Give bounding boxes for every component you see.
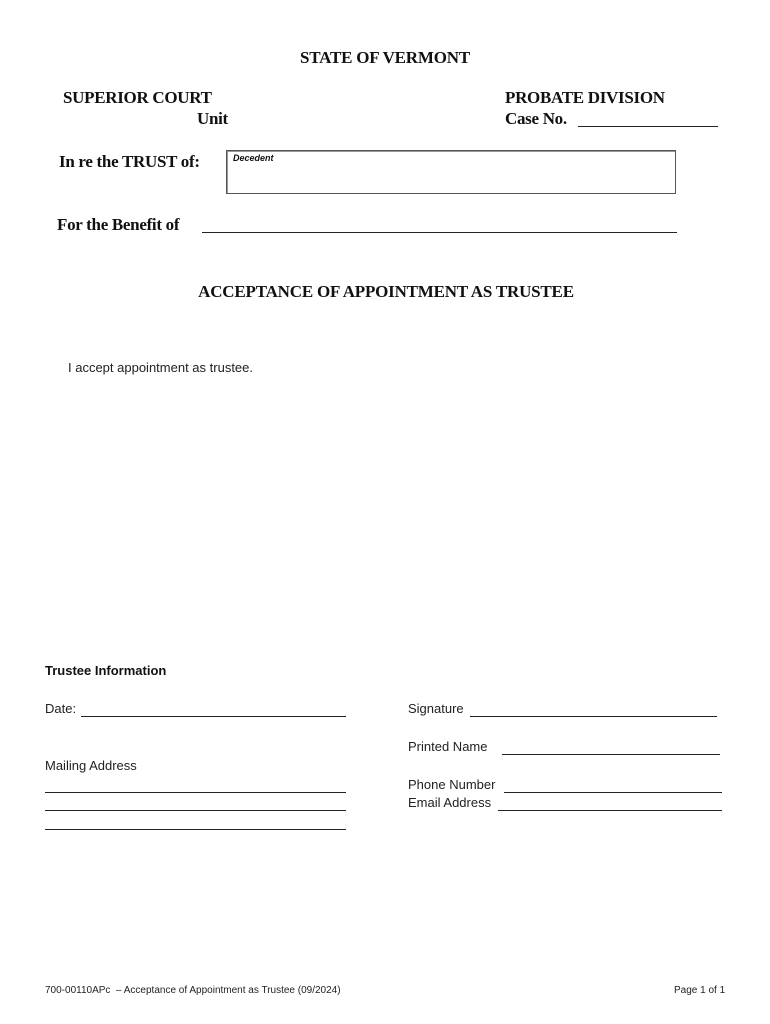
signature-field[interactable]: [470, 716, 717, 717]
benefit-field[interactable]: [202, 232, 677, 233]
document-title: ACCEPTANCE OF APPOINTMENT AS TRUSTEE: [198, 282, 574, 301]
mailing-address-label: Mailing Address: [45, 758, 137, 773]
trustee-info-heading: Trustee Information: [45, 663, 167, 678]
unit-label: Unit: [197, 109, 228, 128]
date-label: Date:: [45, 701, 77, 716]
mailing-address-line-1[interactable]: [45, 792, 346, 793]
phone-field[interactable]: [504, 792, 722, 793]
benefit-label: For the Benefit of: [57, 215, 180, 234]
signature-label: Signature: [408, 701, 464, 716]
in-re-label: In re the TRUST of:: [59, 152, 200, 171]
court-label: SUPERIOR COURT: [63, 88, 212, 107]
printed-name-label: Printed Name: [408, 739, 488, 754]
form-id-footer: 700-00110APc – Acceptance of Appointment as Trustee (09/2024): [45, 985, 341, 996]
mailing-address-line-2[interactable]: [45, 810, 346, 811]
date-field[interactable]: [81, 716, 346, 717]
division-label: PROBATE DIVISION: [505, 88, 665, 107]
email-field[interactable]: [498, 810, 722, 811]
case-no-field[interactable]: [578, 126, 718, 127]
mailing-address-line-3[interactable]: [45, 829, 346, 830]
acceptance-statement: I accept appointment as trustee.: [68, 360, 253, 375]
phone-label: Phone Number: [408, 777, 496, 792]
page-number: Page 1 of 1: [674, 985, 726, 996]
printed-name-field[interactable]: [502, 754, 720, 755]
email-label: Email Address: [408, 795, 492, 810]
decedent-field[interactable]: [226, 150, 676, 194]
state-heading: STATE OF VERMONT: [300, 48, 470, 67]
decedent-box-label: Decedent: [233, 153, 274, 163]
case-no-label: Case No.: [505, 109, 567, 128]
